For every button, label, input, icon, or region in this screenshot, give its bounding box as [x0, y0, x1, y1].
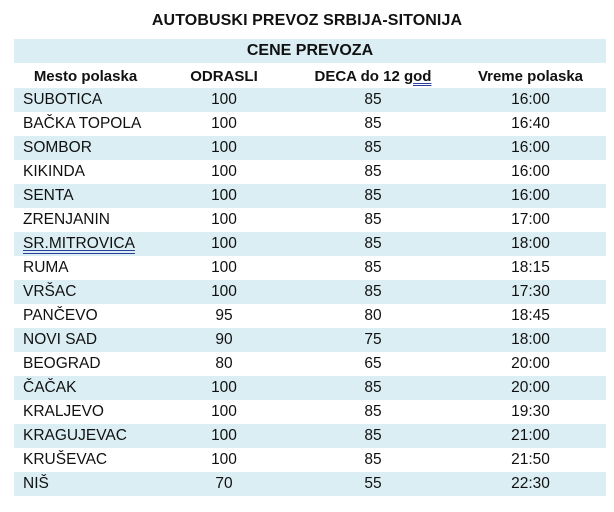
cell-child-price: 85 — [291, 448, 455, 472]
city-name: NOVI SAD — [23, 331, 98, 348]
table-row — [14, 256, 606, 280]
document-title: AUTOBUSKI PREVOZ SRBIJA-SITONIJA — [151, 12, 463, 29]
city-name: ČAČAK — [23, 379, 77, 396]
cell-departure-time: 16:00 — [455, 184, 606, 208]
cell-child-price: 85 — [291, 88, 455, 112]
cell-adult-price: 100 — [157, 184, 291, 208]
table-subtitle: CENE PREVOZA — [14, 39, 606, 63]
cell-child-price: 85 — [291, 376, 455, 400]
cell-city — [14, 448, 157, 472]
table-row — [14, 160, 606, 184]
cell-departure-time: 18:45 — [455, 304, 606, 328]
cell-child-price: 85 — [291, 256, 455, 280]
cell-child-price: 85 — [291, 424, 455, 448]
city-name: RUMA — [23, 259, 69, 276]
city-name: SENTA — [23, 187, 74, 204]
cell-child-price: 85 — [291, 208, 455, 232]
city-name: NIŠ — [23, 475, 49, 492]
table-body — [14, 88, 606, 496]
cell-adult-price: 100 — [157, 208, 291, 232]
cell-adult-price: 100 — [157, 376, 291, 400]
cell-city — [14, 304, 157, 328]
cell-child-price: 85 — [291, 400, 455, 424]
cell-child-price: 65 — [291, 352, 455, 376]
city-name: BAČKA TOPOLA — [23, 115, 142, 132]
cell-departure-time: 21:50 — [455, 448, 606, 472]
cell-adult-price: 100 — [157, 424, 291, 448]
cell-departure-time: 22:30 — [455, 472, 606, 496]
cell-adult-price: 100 — [157, 232, 291, 256]
cell-city — [14, 376, 157, 400]
table-row — [14, 304, 606, 328]
cell-departure-time: 18:00 — [455, 328, 606, 352]
cell-departure-time: 16:00 — [455, 136, 606, 160]
city-name: BEOGRAD — [23, 355, 101, 372]
cell-city — [14, 112, 157, 136]
cell-city — [14, 160, 157, 184]
city-name: KRALJEVO — [23, 403, 104, 420]
cell-city — [14, 472, 157, 496]
table-row — [14, 376, 606, 400]
table-row — [14, 352, 606, 376]
table-row — [14, 424, 606, 448]
cell-child-price: 80 — [291, 304, 455, 328]
header-children-suffix: god — [403, 67, 432, 85]
cell-adult-price: 100 — [157, 448, 291, 472]
city-name: VRŠAC — [23, 283, 77, 300]
cell-adult-price: 100 — [157, 256, 291, 280]
city-name: ZRENJANIN — [23, 211, 110, 228]
cell-departure-time: 17:00 — [455, 208, 606, 232]
price-table — [14, 64, 606, 496]
cell-child-price: 85 — [291, 232, 455, 256]
cell-child-price: 55 — [291, 472, 455, 496]
table-row — [14, 472, 606, 496]
table-row — [14, 88, 606, 112]
cell-departure-time: 20:00 — [455, 376, 606, 400]
table-row — [14, 184, 606, 208]
table-row — [14, 136, 606, 160]
city-name: KIKINDA — [23, 163, 86, 180]
cell-adult-price: 90 — [157, 328, 291, 352]
cell-departure-time: 16:00 — [455, 160, 606, 184]
cell-child-price: 85 — [291, 112, 455, 136]
cell-adult-price: 100 — [157, 280, 291, 304]
cell-child-price: 75 — [291, 328, 455, 352]
cell-adult-price: 70 — [157, 472, 291, 496]
cell-departure-time: 20:00 — [455, 352, 606, 376]
cell-city — [14, 136, 157, 160]
table-row — [14, 232, 606, 256]
cell-city — [14, 400, 157, 424]
cell-child-price: 85 — [291, 184, 455, 208]
cell-child-price: 85 — [291, 136, 455, 160]
city-name: KRAGUJEVAC — [23, 427, 127, 444]
cell-city — [14, 208, 157, 232]
cell-city — [14, 328, 157, 352]
cell-adult-price: 100 — [157, 136, 291, 160]
table-row — [14, 112, 606, 136]
cell-departure-time: 16:00 — [455, 88, 606, 112]
cell-city — [14, 88, 157, 112]
header-children — [291, 64, 455, 88]
table-row — [14, 280, 606, 304]
cell-departure-time: 19:30 — [455, 400, 606, 424]
header-departure-city: Mesto polaska — [33, 67, 138, 85]
table-row — [14, 208, 606, 232]
cell-departure-time: 17:30 — [455, 280, 606, 304]
table-row — [14, 400, 606, 424]
cell-adult-price: 95 — [157, 304, 291, 328]
cell-adult-price: 100 — [157, 112, 291, 136]
city-name: PANČEVO — [23, 307, 98, 324]
cell-adult-price: 100 — [157, 88, 291, 112]
cell-city — [14, 424, 157, 448]
cell-departure-time: 16:40 — [455, 112, 606, 136]
cell-city — [14, 352, 157, 376]
table-row — [14, 448, 606, 472]
table-header-row — [14, 64, 606, 88]
city-name: KRUŠEVAC — [23, 451, 108, 468]
cell-departure-time: 18:15 — [455, 256, 606, 280]
cell-child-price: 85 — [291, 160, 455, 184]
cell-departure-time: 21:00 — [455, 424, 606, 448]
header-adults: ODRASLI — [190, 67, 258, 85]
header-departure-time: Vreme polaska — [477, 67, 584, 85]
city-name: SUBOTICA — [23, 91, 103, 108]
city-name: SR.MITROVICA — [23, 235, 135, 252]
city-name: SOMBOR — [23, 139, 92, 156]
cell-child-price: 85 — [291, 280, 455, 304]
cell-city — [14, 232, 157, 256]
table-row — [14, 328, 606, 352]
header-children-label: DECA do 12 — [314, 67, 400, 85]
cell-city — [14, 256, 157, 280]
cell-departure-time: 18:00 — [455, 232, 606, 256]
cell-adult-price: 100 — [157, 160, 291, 184]
cell-adult-price: 100 — [157, 400, 291, 424]
cell-city — [14, 280, 157, 304]
cell-city — [14, 184, 157, 208]
cell-adult-price: 80 — [157, 352, 291, 376]
